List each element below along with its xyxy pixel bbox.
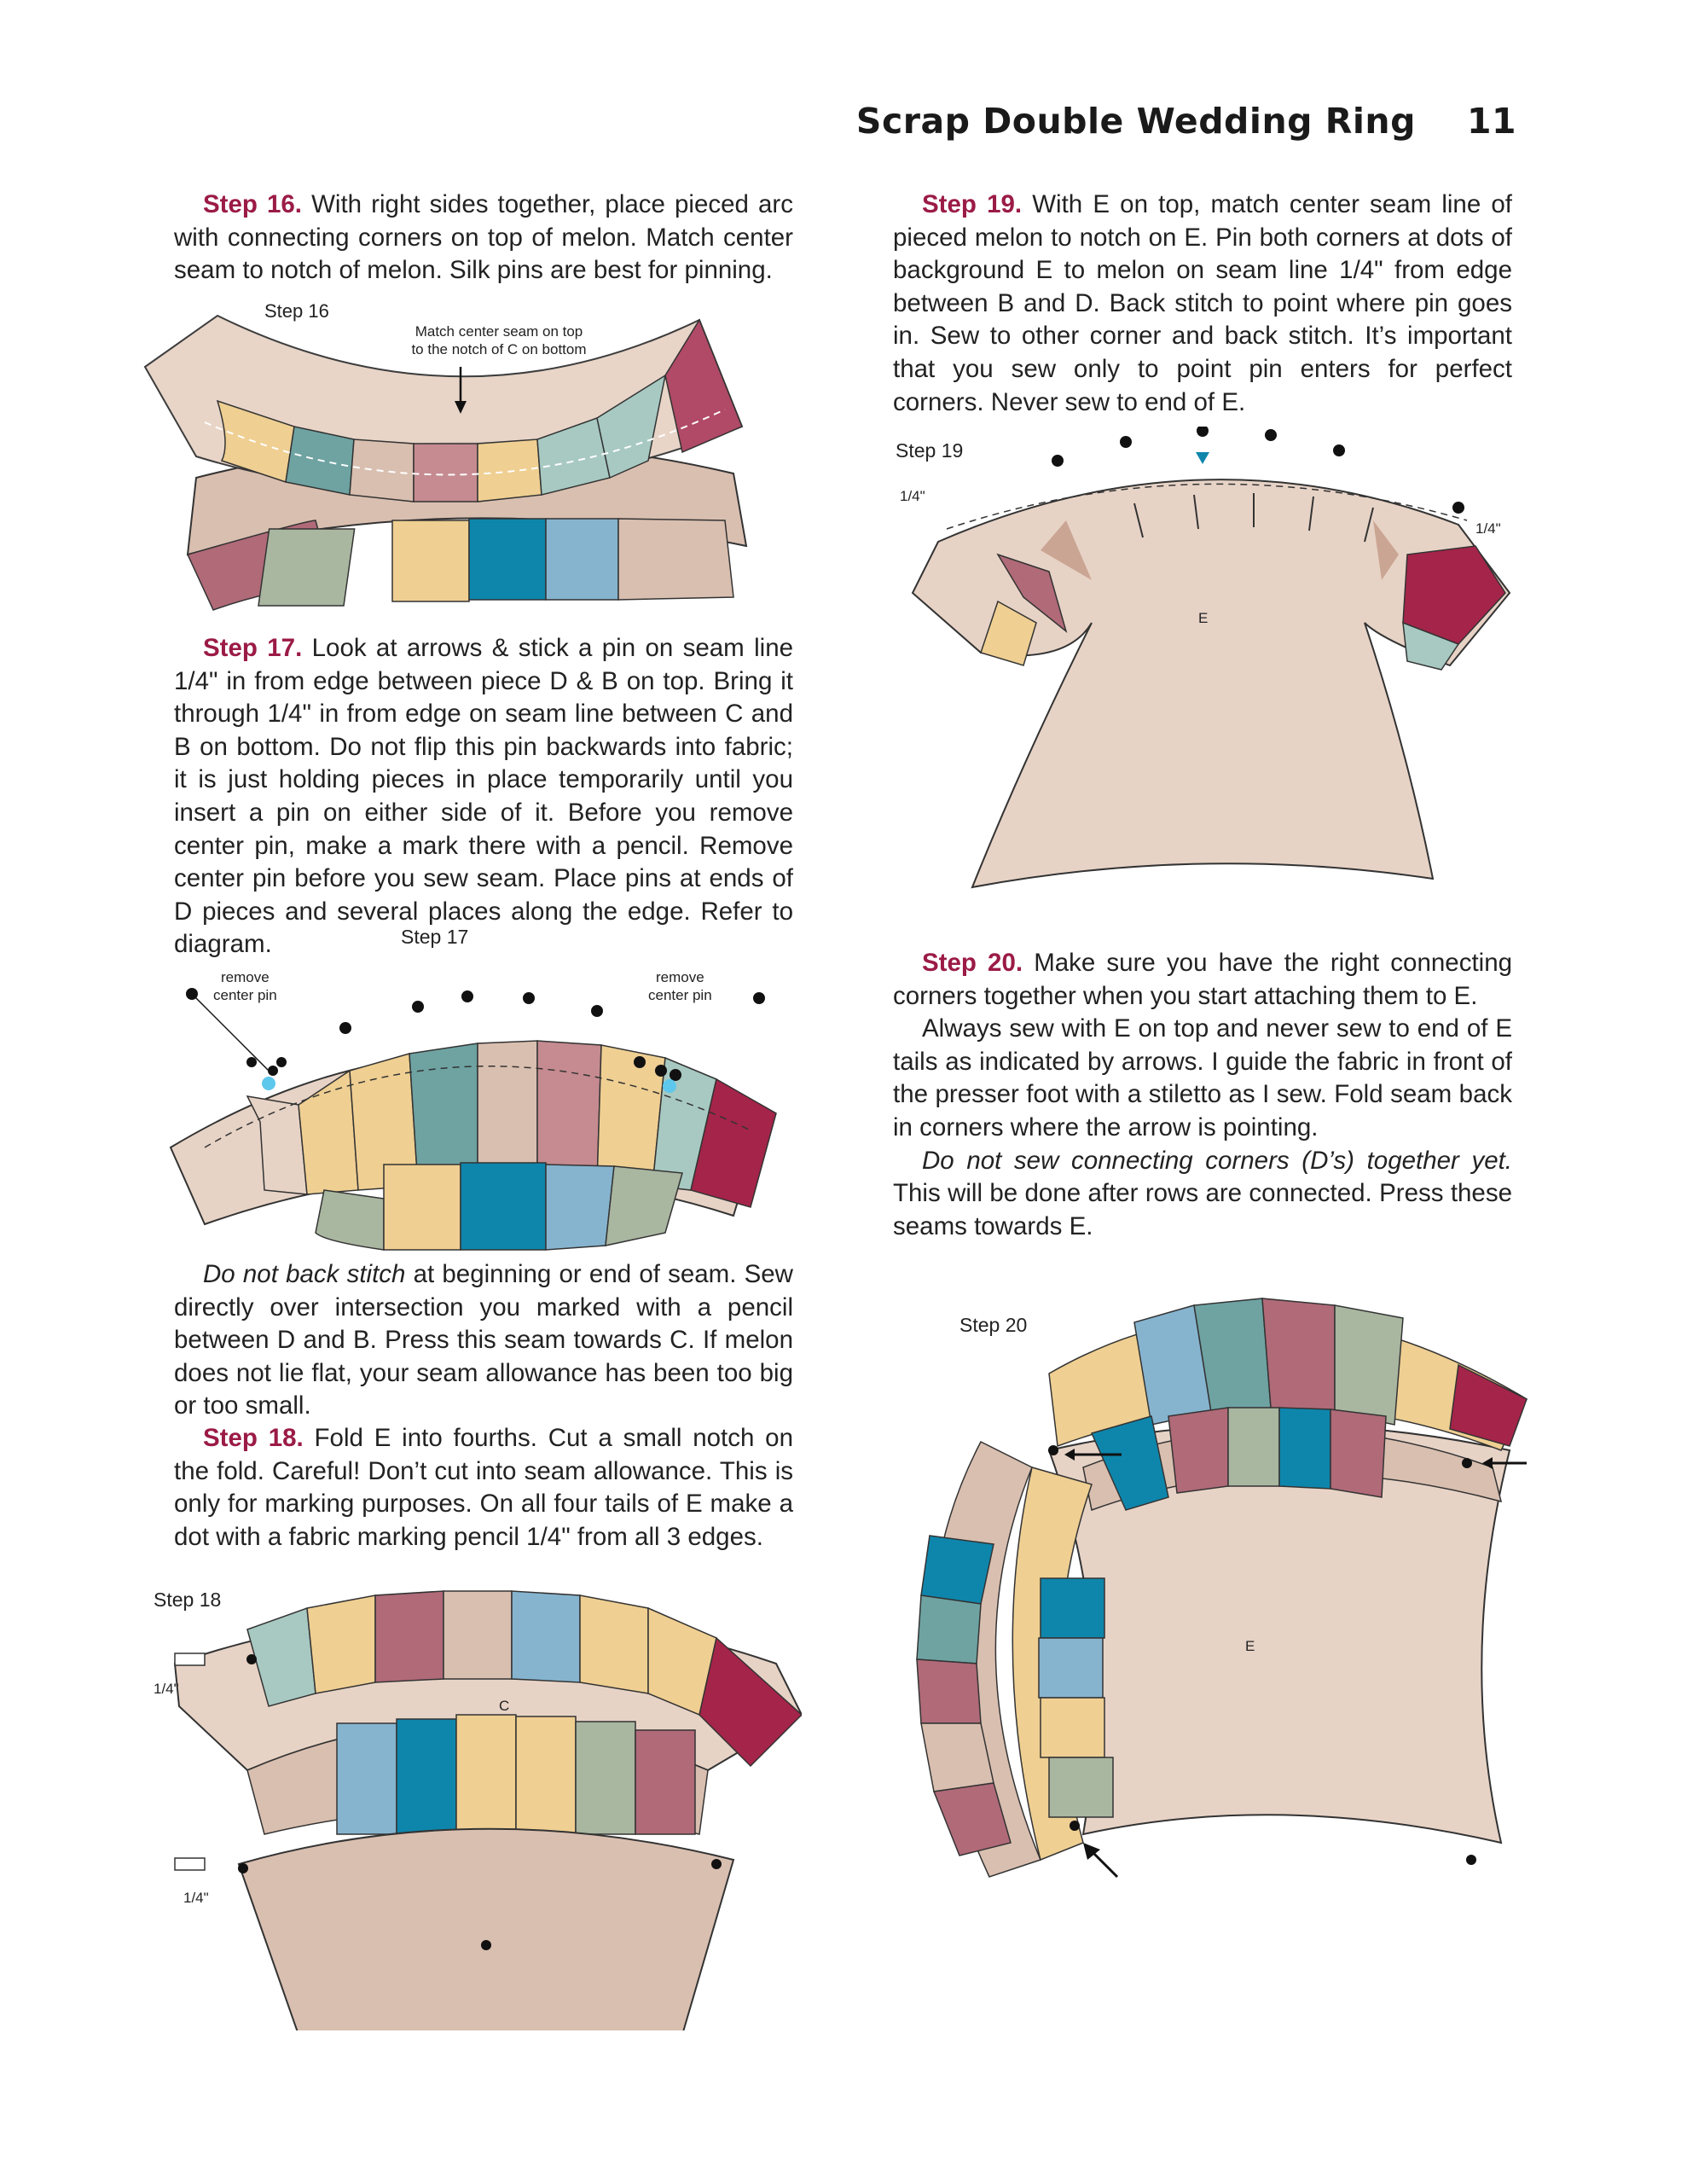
step17b-body: at beginning or end of seam. Sew directly over intersection you marked with a pencil between D and B. Press this seam towards C. If melon does not lie flat, your seam allowance has been too big or too small. (174, 1260, 793, 1420)
figure-step16 (136, 290, 785, 614)
fig17-caption: Step 17 (401, 926, 469, 948)
step20-text (893, 947, 1512, 1243)
fig16-callout-line2: to the notch of C on bottom (411, 341, 587, 357)
step19-body: With E on top, match center seam line of pieced melon to notch on E. Pin both corners at dots of background E to melon on seam line 1/4" from edge between B and D. Back stitch to point where pin goes in. Sew to other corner and back stitch. It’s important that you sew only to point pin enters for perfect corners. Never sew to end of E. (893, 190, 1512, 416)
page-number: 11 (1466, 101, 1516, 142)
step20-para3-italic: Do not sew connecting corners (D’s) together yet. (922, 1146, 1512, 1175)
fig17-remove-left (213, 968, 277, 1004)
fig18-quarter-top: 1/4" (154, 1681, 179, 1697)
figure-step18 (154, 1587, 802, 2030)
step17b-text (174, 1258, 793, 1423)
step20-para3-body: This will be done after rows are connected. Press these seams towards E. (893, 1179, 1512, 1240)
fig18-label-c: C (499, 1698, 510, 1714)
fig18-quarter-bottom: 1/4" (183, 1890, 209, 1906)
step17-body: Look at arrows & stick a pin on seam line 1/4" in from edge between piece D & B on top. Bring it through 1/4" in from edge on seam line between C and B on bottom. Do not flip this pin backwards into fabric; it is just holding pieces in place temporarily until you insert a pin on either side of it. Before you remove center pin, make a mark there with a pencil. Remove center pin before you sew seam. Place pins at ends of D pieces and several places along the edge. Refer to diagram. (174, 634, 794, 959)
step16-body: With right sides together, place pieced arc with connecting corners on top of melon. Match center seam to notch of melon. Silk pins are best for pinning. (174, 190, 794, 285)
fig17-remove-right-line2: center pin (648, 987, 712, 1003)
step20-heading: Step 20. (922, 949, 1023, 977)
fig17-remove-right-line1: remove (655, 969, 704, 985)
step17-text (174, 632, 793, 961)
fig17-remove-left-line1: remove (220, 969, 270, 985)
step20-body: Make sure you have the right connecting corners together when you start attaching them to E. (893, 949, 1513, 1010)
step19-heading: Step 19. (922, 190, 1023, 218)
step18-body: Fold E into fourths. Cut a small notch on the fold. Careful! Don’t cut into seam allowance. This is only for marking purposes. On all four tails of E make a dot with a fabric marking pencil 1/4" from all 3 edges. (174, 1424, 793, 1551)
fig19-quarter-right: 1/4" (1475, 520, 1501, 537)
fig16-callout-line1: Match center seam on top (415, 323, 583, 340)
step20-para2: Always sew with E on top and never sew to end of E tails as indicated by arrows. I guide the fabric in front of the presser foot with a stiletto as I sew. Fold seam back in corners where the arrow is pointing. (893, 1014, 1512, 1141)
fig16-callout (409, 322, 588, 358)
fig18-caption: Step 18 (154, 1589, 222, 1611)
fig17-remove-right (648, 968, 712, 1004)
step17b-italic: Do not back stitch (203, 1260, 406, 1288)
fig17-remove-left-line2: center pin (213, 987, 277, 1003)
figure-step19 (896, 427, 1527, 904)
figure-step20 (913, 1297, 1544, 1928)
fig19-caption: Step 19 (896, 439, 964, 462)
figure-step17 (154, 926, 785, 1258)
page-title: Scrap Double Wedding Ring (855, 101, 1416, 142)
step16-heading: Step 16. (203, 190, 303, 218)
page-header (856, 101, 1516, 142)
step17-heading: Step 17. (203, 634, 303, 662)
fig19-label-e: E (1198, 610, 1209, 626)
step16-text (174, 189, 793, 288)
fig19-quarter-left: 1/4" (900, 488, 925, 504)
fig16-caption: Step 16 (264, 300, 329, 322)
step18-heading: Step 18. (203, 1424, 304, 1452)
step18-text (174, 1422, 793, 1554)
fig20-caption: Step 20 (959, 1314, 1028, 1336)
fig20-label-e: E (1245, 1638, 1255, 1654)
step19-text (893, 189, 1512, 419)
